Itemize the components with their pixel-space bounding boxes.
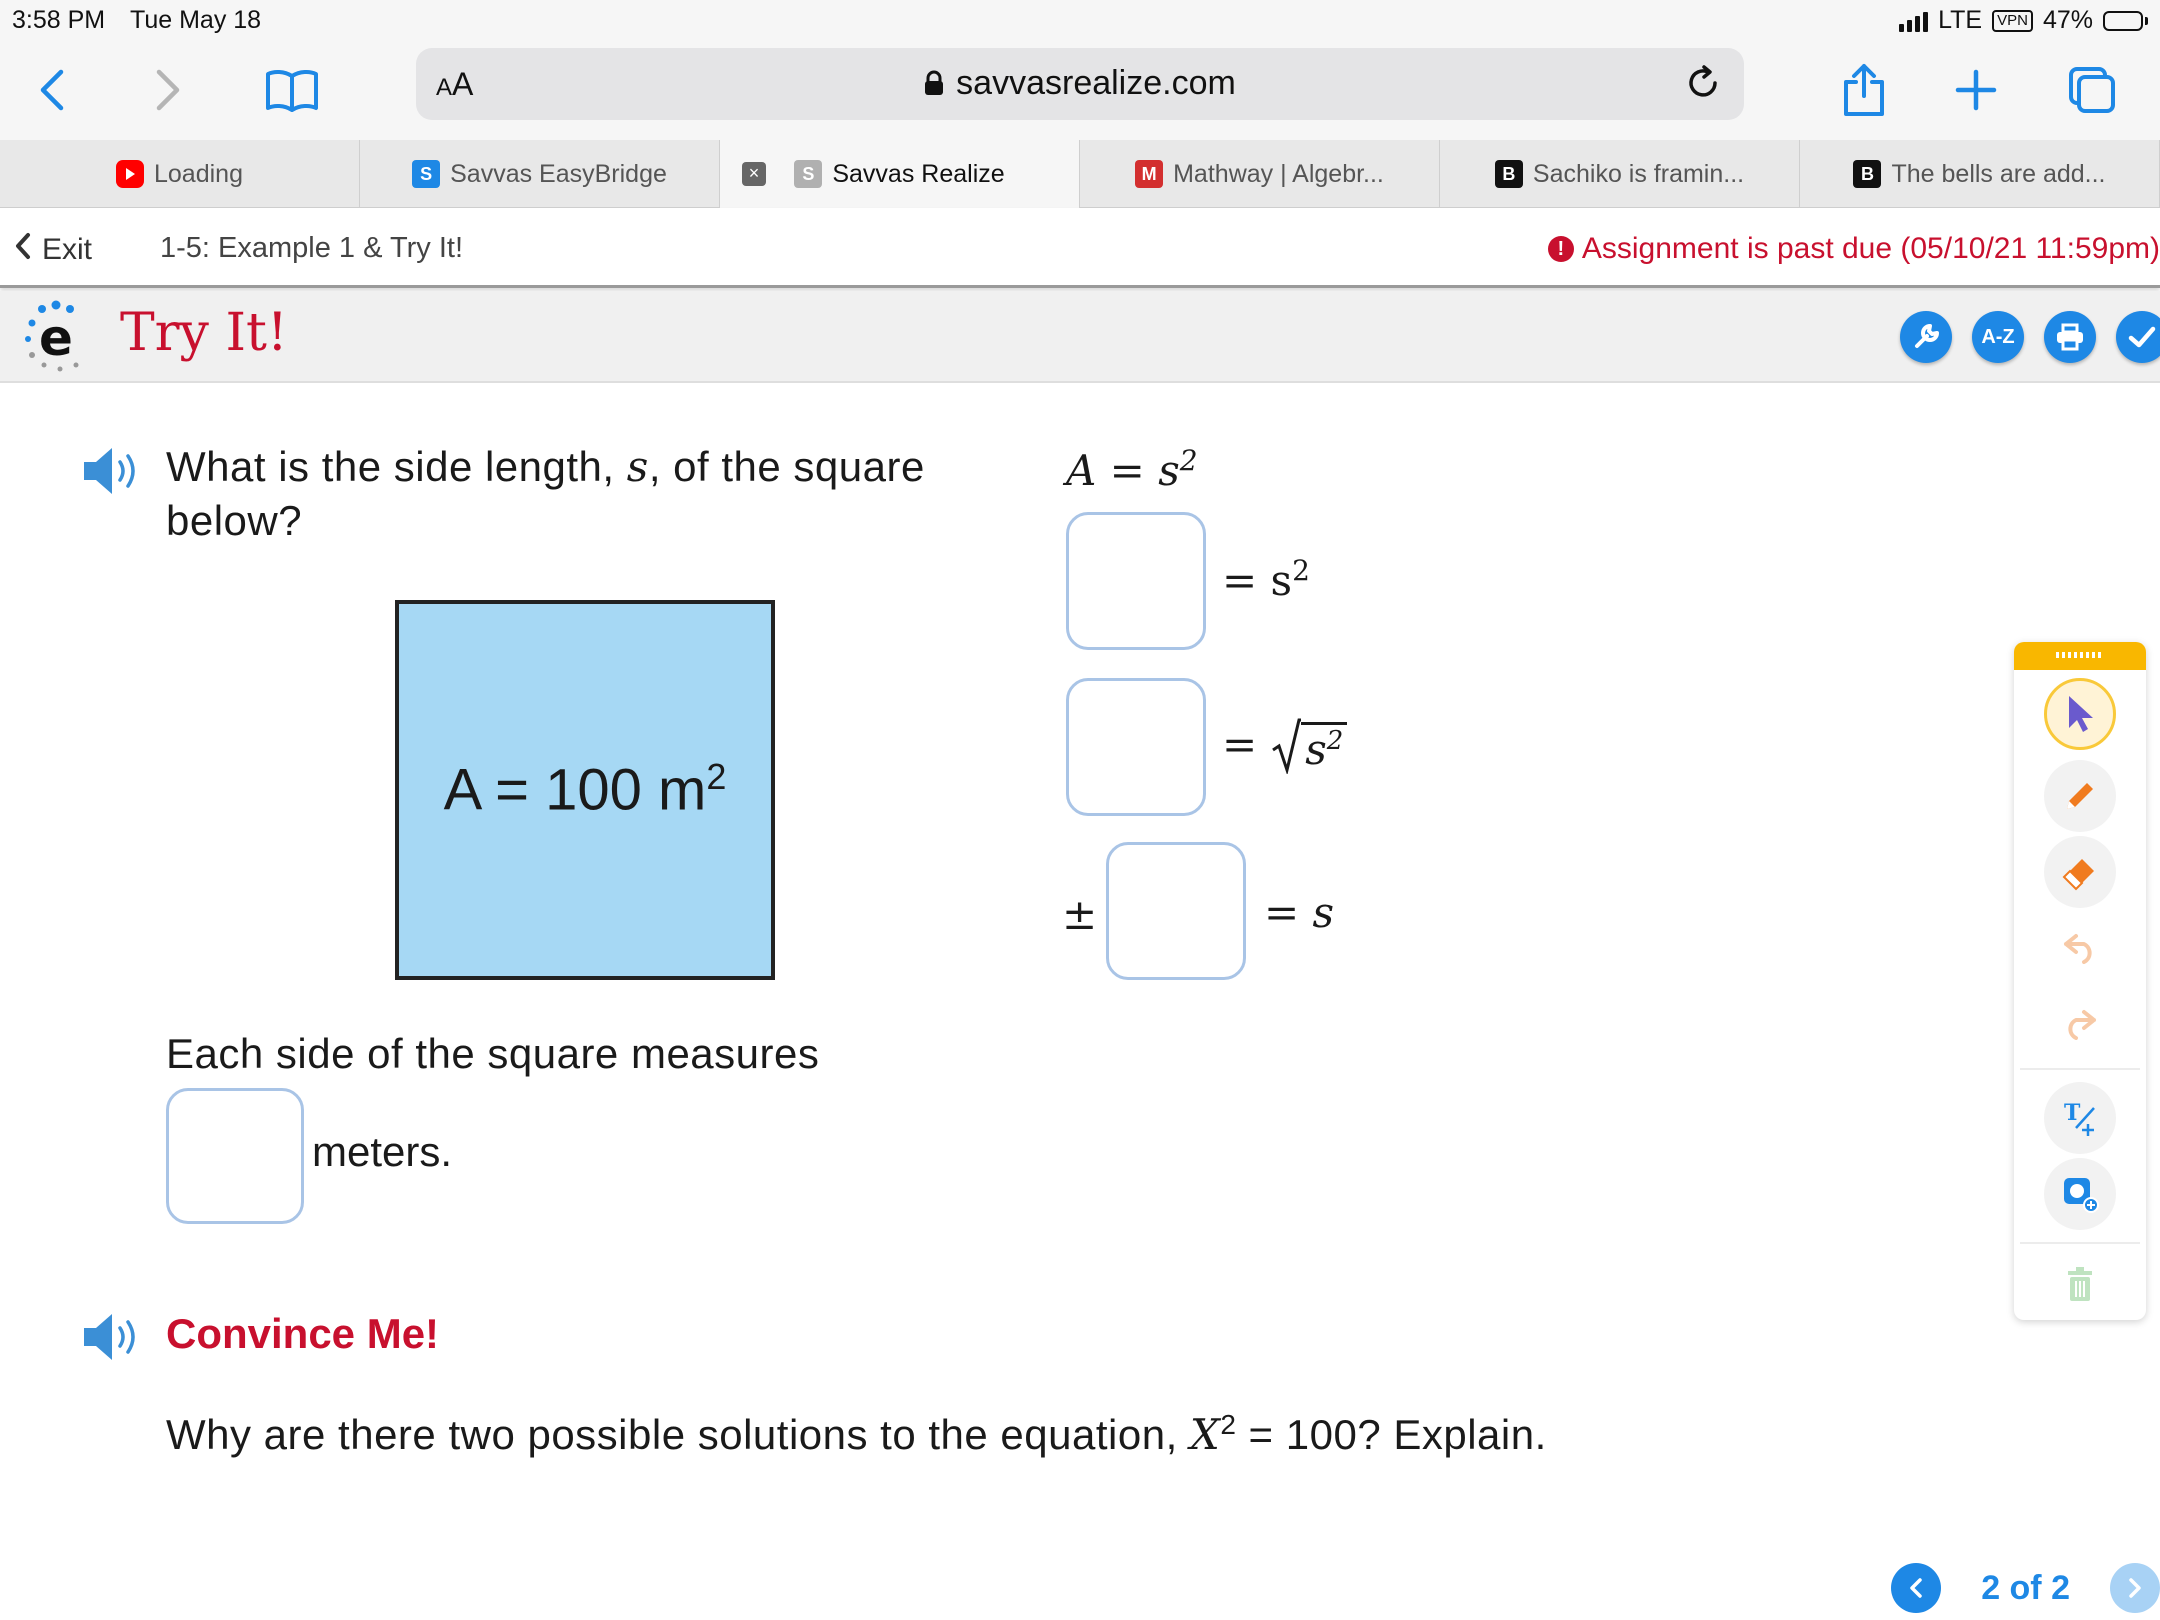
pointer-icon[interactable] <box>2044 678 2116 750</box>
past-due-notice <box>1548 232 2160 266</box>
equation-line-2: = $s^2$ <box>1222 554 1310 605</box>
savvas-s-icon: S <box>412 160 440 188</box>
mathway-icon: M <box>1135 160 1163 188</box>
answer-sentence: Each side of the square measures <box>166 1030 820 1077</box>
bookmarks-icon[interactable] <box>258 56 326 124</box>
battery-percent: 47% <box>2042 6 2093 34</box>
panel-divider <box>2020 1068 2140 1070</box>
battery-icon <box>2103 11 2148 31</box>
page-title: Try It! <box>120 303 288 363</box>
equation-line-3: = $s^2$ <box>1222 716 1347 774</box>
vpn-badge: VPN <box>1992 10 2033 32</box>
tab-savvas-realize[interactable] <box>720 140 1080 208</box>
audio-speaker-icon[interactable] <box>82 1312 146 1362</box>
shape-add-icon[interactable] <box>2044 1158 2116 1230</box>
network-label: LTE <box>1938 6 1983 34</box>
tabs-icon[interactable] <box>2058 56 2126 124</box>
new-tab-icon[interactable] <box>1942 56 2010 124</box>
lock-icon <box>924 66 944 105</box>
assignment-bar <box>0 208 2160 288</box>
eraser-icon[interactable] <box>2044 836 2116 908</box>
answer-box-3[interactable] <box>1106 842 1246 980</box>
tab-label: Sachiko is framin... <box>1532 159 1745 188</box>
panel-drag-handle[interactable] <box>2014 642 2146 670</box>
redo-icon[interactable] <box>2044 988 2116 1060</box>
svg-text:e: e <box>39 309 73 367</box>
next-page-button[interactable] <box>2110 1563 2160 1613</box>
previous-page-button[interactable] <box>1891 1563 1941 1613</box>
text-math-icon[interactable] <box>2044 1082 2116 1154</box>
reader-aa-button[interactable]: AA <box>436 66 474 102</box>
close-tab-icon[interactable]: × <box>742 162 766 186</box>
equation-area-formula: $A = s^2$ <box>1066 444 1198 495</box>
trash-icon[interactable] <box>2044 1248 2116 1320</box>
chevron-left-icon <box>14 232 32 268</box>
browser-tabs <box>0 140 2160 208</box>
signal-icon <box>1899 10 1928 32</box>
figure-area-label: A = 100 $m^2$ <box>443 756 727 823</box>
tab-sachiko[interactable] <box>1440 140 1800 208</box>
back-icon[interactable] <box>18 56 86 124</box>
address-bar[interactable] <box>416 48 1744 120</box>
status-date: Tue May 18 <box>130 6 262 34</box>
tab-label: Loading <box>154 159 243 188</box>
status-bar <box>0 0 2160 40</box>
status-time: 3:58 PM <box>12 6 106 34</box>
share-icon[interactable] <box>1830 56 1898 124</box>
tab-label: Mathway | Algebr... <box>1173 159 1384 188</box>
equation-line-4: = s <box>1264 888 1335 937</box>
breadcrumb: 1-5: Example 1 & Try It! <box>160 232 463 264</box>
print-icon[interactable] <box>2044 311 2096 363</box>
answer-box-2[interactable] <box>1066 678 1206 816</box>
square-figure <box>395 600 775 980</box>
convince-me-heading: Convince Me! <box>166 1310 440 1357</box>
unit-label: meters. <box>312 1128 453 1175</box>
wrench-icon[interactable] <box>1900 311 1952 363</box>
pager <box>1891 1560 2160 1616</box>
question-text: What is the side length, s, of the square below? <box>166 442 925 544</box>
reload-icon[interactable] <box>1684 64 1722 107</box>
tab-bells[interactable] <box>1800 140 2160 208</box>
svg-text:T: T <box>2064 1100 2081 1126</box>
forward-icon[interactable] <box>134 56 202 124</box>
glossary-az-button[interactable]: A-Z <box>1972 311 2024 363</box>
exit-button[interactable] <box>14 232 92 268</box>
brainly-b-icon: B <box>1853 160 1881 188</box>
savvas-s-icon: S <box>794 160 822 188</box>
answer-box-1[interactable] <box>1066 512 1206 650</box>
check-icon[interactable] <box>2116 311 2160 363</box>
youtube-icon <box>116 160 144 188</box>
etext-logo-icon <box>22 299 90 375</box>
convince-me-question: Why are there two possible solutions to the equation, $X^2 = 100$? Explain. <box>166 1409 1547 1459</box>
status-right <box>1899 6 2148 35</box>
tab-label: Savvas EasyBridge <box>450 159 667 188</box>
tab-label: The bells are add... <box>1891 159 2106 188</box>
alert-icon: ! <box>1548 236 1574 262</box>
tab-savvas-easybridge[interactable] <box>360 140 720 208</box>
drawing-tools-panel <box>2014 642 2146 1320</box>
panel-divider <box>2020 1242 2140 1244</box>
audio-speaker-icon[interactable] <box>82 446 146 496</box>
activity-header <box>0 291 2160 383</box>
exit-label: Exit <box>42 233 93 266</box>
plus-minus-sign: ± <box>1062 890 1098 939</box>
radical-sign <box>1271 716 1301 774</box>
tab-label: Savvas Realize <box>832 159 1005 188</box>
tab-mathway[interactable] <box>1080 140 1440 208</box>
past-due-text: Assignment is past due (05/10/21 11:59pm) <box>1581 232 2160 265</box>
url-text: savvasrealize.com <box>956 64 1236 102</box>
tab-loading[interactable] <box>0 140 360 208</box>
page-indicator: 2 of 2 <box>1981 1568 2070 1607</box>
brainly-b-icon: B <box>1495 160 1523 188</box>
side-length-input[interactable] <box>166 1088 304 1224</box>
pencil-icon[interactable] <box>2044 760 2116 832</box>
undo-icon[interactable] <box>2044 912 2116 984</box>
